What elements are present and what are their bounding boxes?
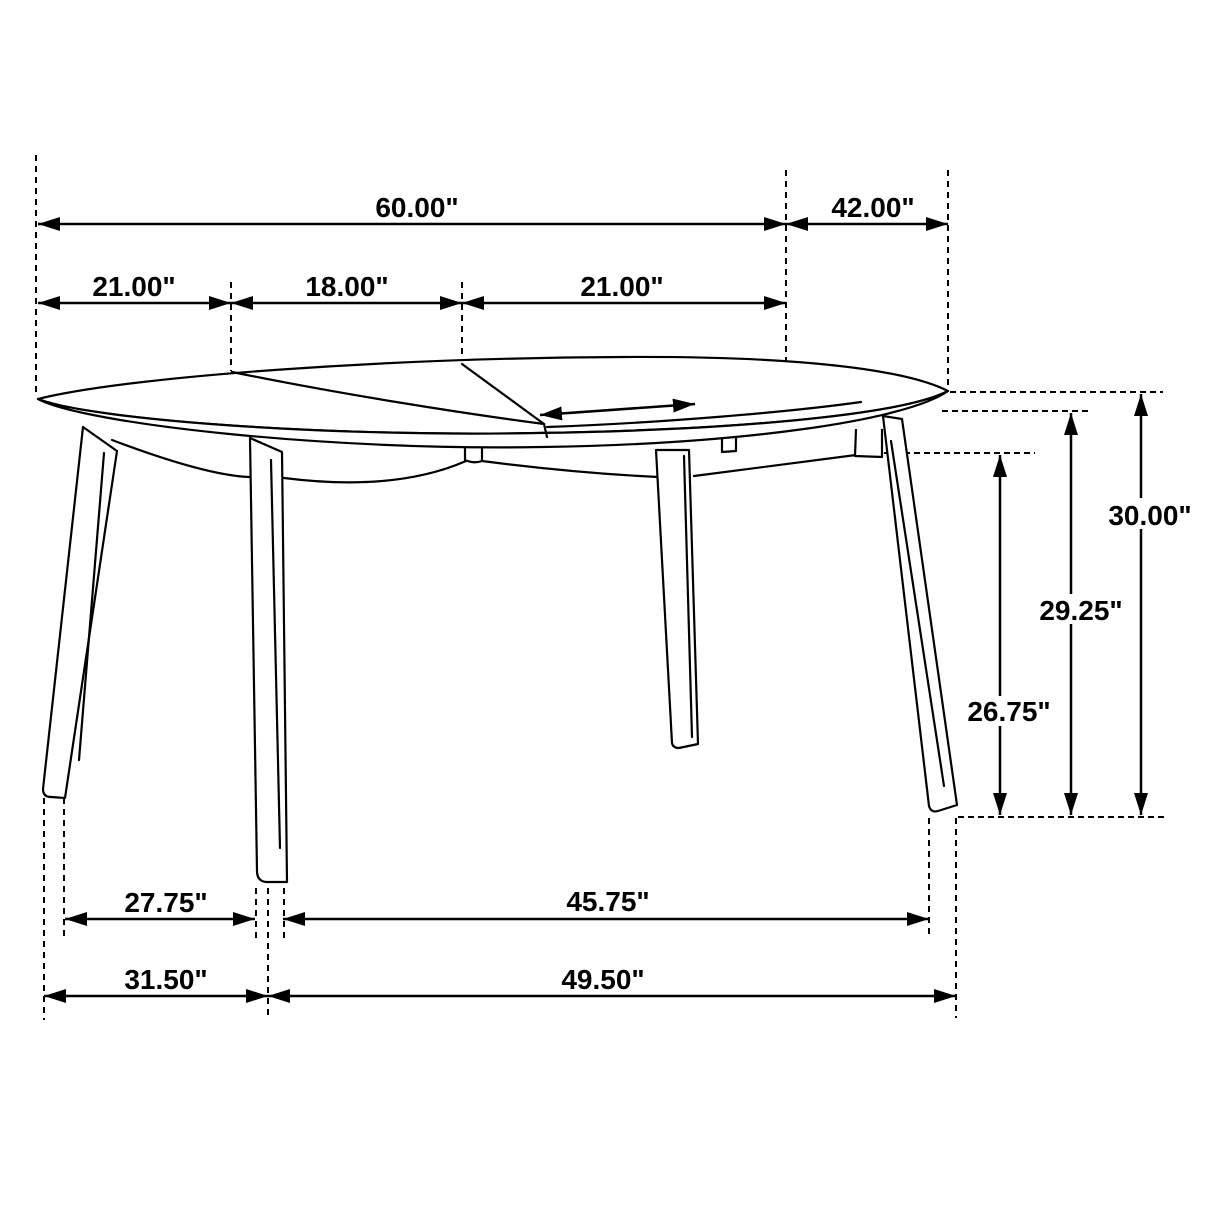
dim-label-underside-height: 29.25" (1039, 595, 1123, 626)
apron-rail-mid-left (284, 461, 466, 482)
leg-front-left (250, 438, 287, 882)
dim-label-front-spread-outer: 31.50" (124, 964, 208, 995)
table-drawing (38, 357, 957, 882)
dim-label-table-length: 60.00" (375, 192, 459, 223)
apron-rail-left (112, 440, 258, 477)
dim-label-right-section: 21.00" (580, 271, 664, 302)
leg-front-right (883, 416, 957, 811)
dim-label-side-spread-inner: 45.75" (566, 886, 650, 917)
apron-rail-right (694, 455, 856, 476)
dim-label-apron-clearance: 26.75" (967, 696, 1051, 727)
apron-rail-mid-right (482, 461, 658, 477)
dim-label-center-leaf: 18.00" (305, 271, 389, 302)
dim-label-front-spread-inner: 27.75" (124, 887, 208, 918)
leg-front-right-taper (891, 441, 944, 786)
table-legs (43, 416, 957, 882)
dim-label-table-width: 42.00" (831, 192, 915, 223)
table-top (38, 357, 948, 447)
apron-end-block (855, 429, 882, 457)
dim-label-side-spread-outer: 49.50" (561, 964, 645, 995)
dim-label-left-section: 21.00" (92, 271, 176, 302)
dimension-lines (38, 224, 1141, 996)
dim-label-overall-height: 30.00" (1108, 500, 1192, 531)
